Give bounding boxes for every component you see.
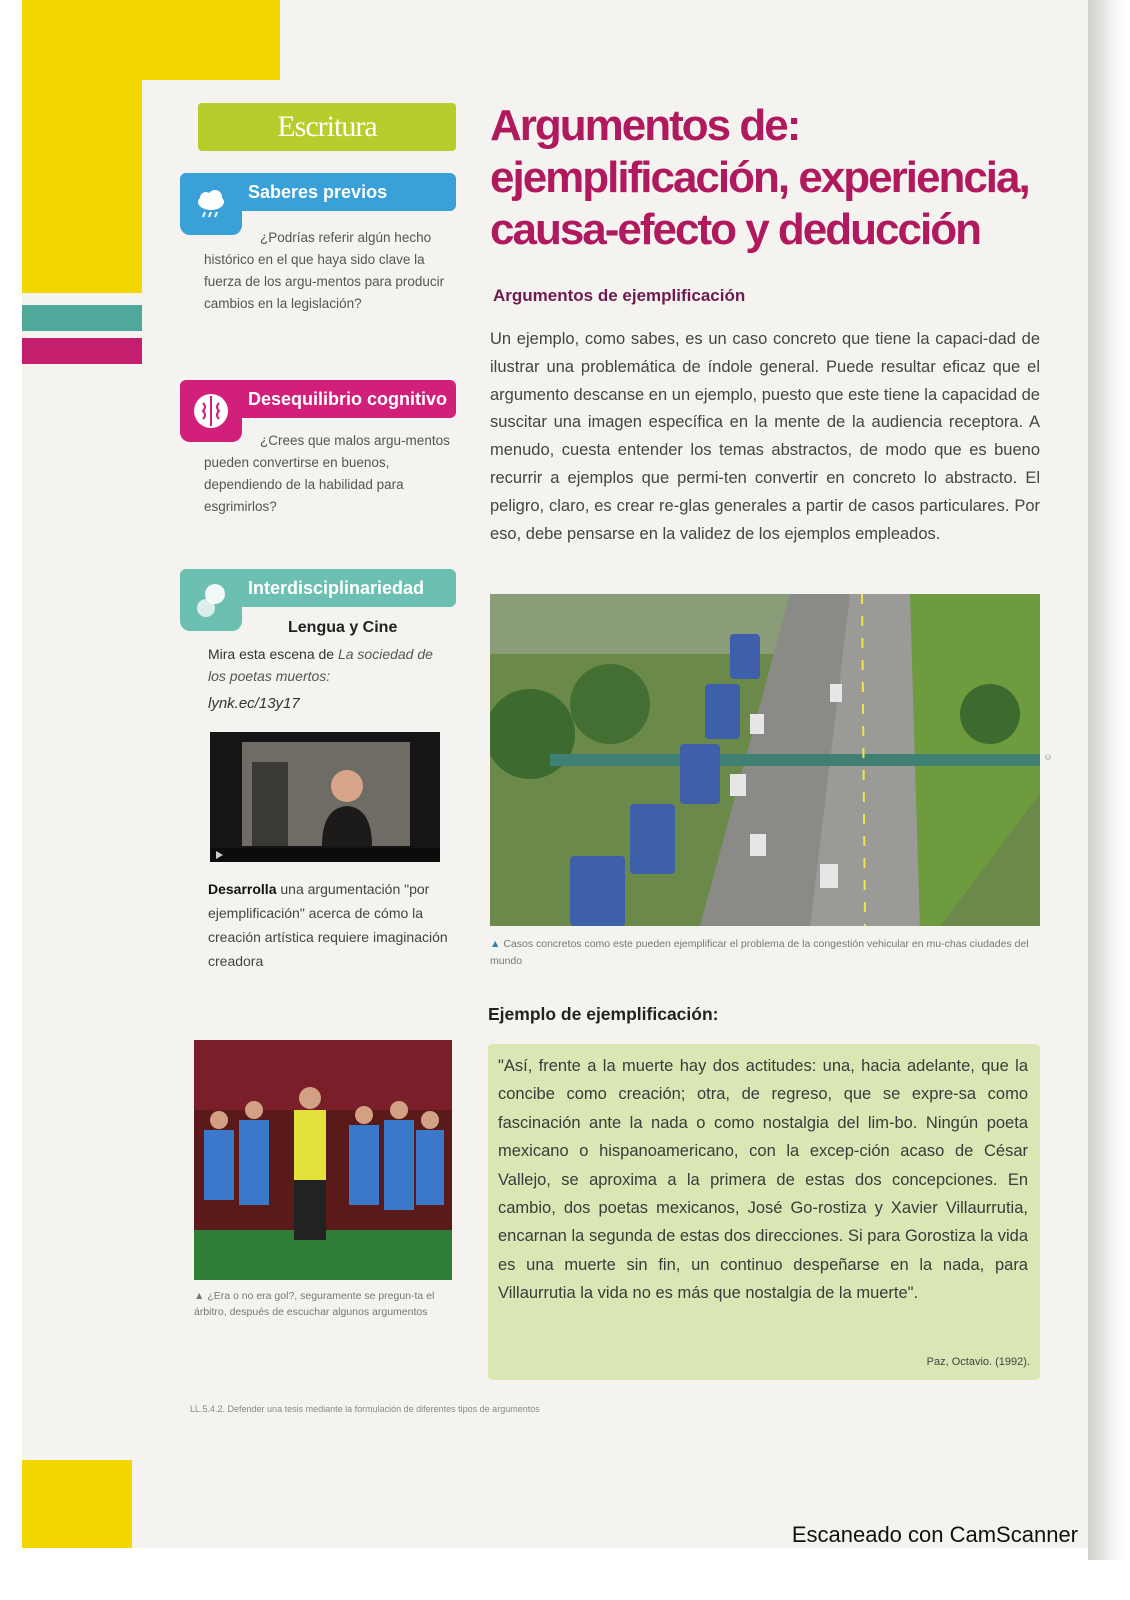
- desequilibrio-box: [180, 380, 456, 530]
- example-heading: Ejemplo de ejemplificación:: [488, 1004, 719, 1024]
- yellow-corner-band: [22, 0, 280, 80]
- interdisciplinariedad-task: Desarrolla una argumentación "por ejemplificación" acerca de cómo la creación artística requiere imaginación creadora: [208, 881, 448, 969]
- interdisciplinariedad-text: Mira esta escena de La sociedad de los poetas muertos:: [208, 646, 433, 684]
- interdisciplinariedad-box: [180, 569, 456, 979]
- section-label: Escritura: [198, 103, 456, 151]
- magenta-side-band: [22, 338, 142, 364]
- desequilibrio-title: Desequilibrio cognitivo: [180, 380, 456, 418]
- teal-side-band: [22, 305, 142, 331]
- yellow-side-band: [22, 80, 142, 293]
- title-line-2: ejemplificación, experiencia,: [490, 153, 1029, 202]
- traffic-photo: [490, 594, 1040, 926]
- desequilibrio-text: ¿Crees que malos argu-mentos pueden convertirse en buenos, dependiendo de la habilidad para esgrimirlos?: [204, 433, 450, 514]
- video-controls[interactable]: [210, 848, 440, 862]
- video-scene-person: [302, 756, 392, 846]
- soccer-caption: ▲ ¿Era o no era gol?, seguramente se pregun-ta el árbitro, después de escuchar algunos argumentos: [194, 1290, 435, 1318]
- video-thumbnail[interactable]: [210, 732, 440, 862]
- play-icon[interactable]: [216, 851, 223, 859]
- circles-icon: [180, 569, 242, 631]
- yellow-footer-band: [22, 1460, 132, 1548]
- traffic-caption: ▲ Casos concretos como este pueden ejemplificar el problema de la congestión vehicular en mu-chas ciudades del mundo: [490, 938, 1029, 967]
- saberes-previos-box: [180, 173, 456, 353]
- interdisciplinariedad-subtitle: Lengua y Cine: [288, 619, 398, 636]
- body-paragraph: Un ejemplo, como sabes, es un caso concreto que tiene la capaci-dad de ilustrar una problemática de índole general. Puede resultar eficaz que el argumento descanse en un ejemplo, puesto que este tiene la capacidad de suscitar una imagen específica en la mente de la audiencia receptora. A menudo, cuesta entender los temas abstractos, de modo que es bueno recurrir a ejemplos que permi-ten convertir en concreto lo abstracto. El peligro, claro, es crear re-glas generales a partir de casos particulares. Por eso, debe pensarse en la validez de los ejemplos empleados.: [490, 330, 1040, 543]
- title-line-3: causa-efecto y deducción: [490, 205, 980, 254]
- footnote: LL.5.4.2. Defender una tesis mediante la formulación de diferentes tipos de argumentos: [190, 1404, 540, 1414]
- soccer-photo: [194, 1040, 452, 1280]
- saberes-previos-title: Saberes previos: [180, 173, 456, 211]
- quote-text: "Así, frente a la muerte hay dos actitudes: una, hacia adelante, que la concibe como creación; otra, de regreso, que se expre-sa como fascinación ante la nada o como nostalgia del lim-bo. Ningún poeta mexicano o hispanoamericano, con la excep-ción acaso de César Vallejo, se aproxima a la primera de estas dos concepciones. En cambio, dos poetas mexicanos, José Go-rostiza y Xavier Villaurrutia, encarnan la segunda de estas dos direcciones. Si para Gorostiza la vida es una muerte sin fin, un continuo despeñarse en la nada, para Villaurrutia la vida no es más que nostalgia de la muerte".: [498, 1057, 1028, 1303]
- video-link[interactable]: lynk.ec/13y17: [208, 695, 300, 712]
- page-title: [490, 100, 1029, 256]
- scanner-watermark: Escaneado con CamScanner: [791, 1522, 1078, 1547]
- interdisciplinariedad-title: Interdisciplinariedad: [180, 569, 456, 607]
- quote-box: [488, 1044, 1040, 1380]
- title-line-1: Argumentos de:: [490, 101, 800, 150]
- section-subheading: Argumentos de ejemplificación: [493, 286, 746, 305]
- page-edge: [1088, 0, 1130, 1560]
- photo-credit: ©: [1044, 754, 1053, 760]
- quote-source: Paz, Octavio. (1992).: [926, 1356, 1030, 1368]
- cloud-icon: [180, 173, 242, 235]
- video-scene-door: [252, 762, 288, 846]
- saberes-previos-text: ¿Podrías referir algún hecho histórico en el que haya sido clave la fuerza de los argu-mentos para producir cambios en la legislación?: [204, 230, 445, 311]
- video-frame: [242, 742, 410, 846]
